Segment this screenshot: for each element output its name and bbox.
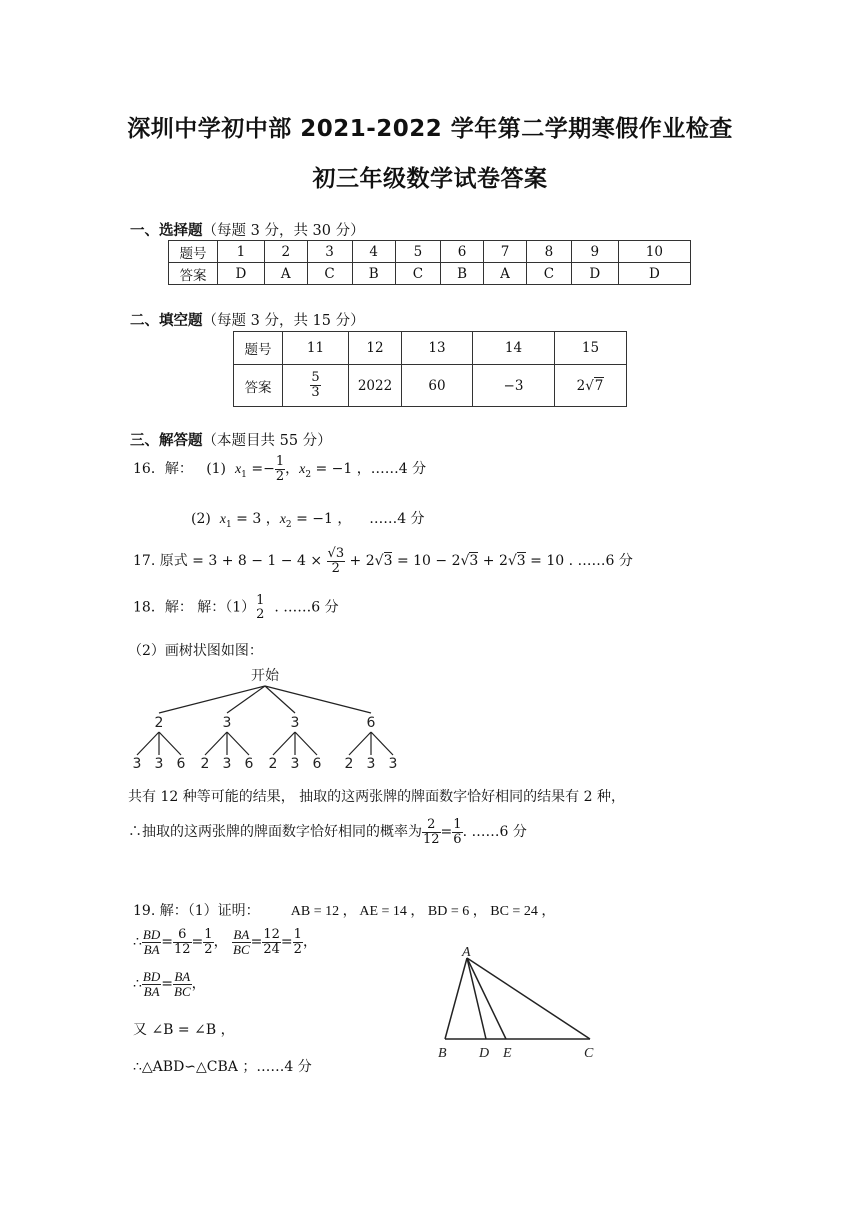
table-cell: C bbox=[526, 263, 571, 285]
denominator: BA bbox=[143, 983, 160, 999]
table-cell: 6 bbox=[440, 241, 483, 263]
table-cell: 10 bbox=[618, 241, 690, 263]
numerator: 2 bbox=[422, 818, 441, 833]
triangle-diagram bbox=[430, 940, 605, 1065]
tree-root-label: 开始 bbox=[251, 668, 279, 684]
radicand: 7 bbox=[594, 377, 604, 394]
table-row bbox=[169, 241, 691, 263]
table-cell bbox=[283, 365, 349, 407]
table-cell: D bbox=[218, 263, 265, 285]
tree-branch bbox=[227, 686, 265, 713]
table-cell: 2022 bbox=[349, 365, 402, 407]
tree-branch bbox=[205, 732, 227, 755]
table-cell: C bbox=[307, 263, 352, 285]
fraction bbox=[142, 970, 161, 998]
table-cell: 13 bbox=[402, 332, 473, 365]
denominator: 2 bbox=[331, 560, 340, 576]
part-label: (2) bbox=[191, 511, 211, 527]
numerator: 1 bbox=[256, 593, 265, 608]
table-cell: 答案 bbox=[169, 263, 218, 285]
table-cell bbox=[555, 365, 627, 407]
tree-branch bbox=[227, 732, 249, 755]
q19-conclusion: ∴△ABD∽△CBA ；……4 分 bbox=[133, 1059, 312, 1075]
expr: = 10 . bbox=[530, 553, 574, 570]
vertex-label-b: B bbox=[438, 1046, 447, 1061]
fraction bbox=[422, 818, 441, 846]
tree-level2-node: 3 bbox=[154, 756, 164, 772]
q16-part1: 16．解： (1) $x_1$ =− $\frac{1}{2}$ ，$x_2 = -1$ ，……4 分 bbox=[133, 454, 427, 484]
q18-result: 共有 12 种等可能的结果， 抽取的这两张牌的牌面数字恰好相同的结果有 2 种， bbox=[128, 789, 625, 805]
segment-ad bbox=[467, 958, 486, 1039]
section1-heading bbox=[130, 219, 365, 240]
table-cell: 5 bbox=[395, 241, 440, 263]
page-subtitle: 初三年级数学试卷答案 bbox=[312, 166, 548, 192]
section2-heading bbox=[130, 309, 365, 330]
radicand: 3 bbox=[469, 553, 479, 570]
denominator: 2 bbox=[275, 468, 285, 484]
vertex-label-d: D bbox=[479, 1046, 490, 1061]
fraction bbox=[173, 970, 192, 998]
score: ……4 分 bbox=[369, 511, 425, 527]
tree-level2-node: 6 bbox=[244, 756, 254, 772]
denominator: 12 bbox=[423, 831, 440, 847]
section2-note: （每题 3 分，共 15 分） bbox=[202, 313, 365, 329]
table-cell: D bbox=[618, 263, 690, 285]
table-cell: 12 bbox=[349, 332, 402, 365]
table-cell: A bbox=[264, 263, 307, 285]
radicand: 3 bbox=[335, 546, 345, 561]
numerator: 1 bbox=[204, 927, 213, 942]
numerator: 1 bbox=[453, 817, 462, 832]
table-cell: 11 bbox=[283, 332, 349, 365]
expr: = 3 + 8 − 1 − 4 × bbox=[192, 553, 323, 570]
denominator: 6 bbox=[453, 831, 462, 847]
page-title: 深圳中学初中部 2021-2022 学年第二学期寒假作业检查 bbox=[127, 116, 733, 142]
q18-conclusion: ∴抽取的这两张牌的牌面数字恰好相同的概率为 $\frac{2}{12}$ = $\frac{1}{6}$ . ……6 分 bbox=[128, 817, 527, 847]
numerator: 1 bbox=[275, 454, 285, 469]
table-row bbox=[234, 332, 627, 365]
tree-level1-node: 3 bbox=[290, 715, 300, 731]
fraction bbox=[310, 371, 320, 399]
denominator: BC bbox=[233, 941, 250, 957]
numerator: √3 bbox=[327, 546, 345, 561]
tree-branch bbox=[137, 732, 159, 755]
q16-part2: (2) $x_1 = 3$ ，$x_2 = -1$ ， ……4 分 bbox=[191, 511, 425, 530]
numerator: 1 bbox=[293, 927, 302, 942]
tree-level2-node: 2 bbox=[344, 756, 354, 772]
fraction bbox=[452, 818, 462, 846]
vertex-label-e: E bbox=[503, 1046, 512, 1061]
probability-tree-diagram bbox=[128, 664, 418, 776]
table-cell: 15 bbox=[555, 332, 627, 365]
side-ab bbox=[445, 958, 467, 1039]
section3-heading bbox=[130, 429, 332, 450]
tree-level1-node: 2 bbox=[154, 715, 164, 731]
tree-level2-node: 3 bbox=[290, 756, 300, 772]
table-cell: 答案 bbox=[234, 365, 283, 407]
q19-angle: 又 ∠B = ∠B ， bbox=[133, 1022, 235, 1038]
table-cell: B bbox=[440, 263, 483, 285]
numerator: 5 bbox=[311, 370, 320, 386]
section3-note: （本题目共 55 分） bbox=[202, 433, 332, 449]
tree-level2-node: 6 bbox=[176, 756, 186, 772]
fraction bbox=[275, 455, 285, 483]
table-cell: 3 bbox=[307, 241, 352, 263]
table-cell: 1 bbox=[218, 241, 265, 263]
table-cell: 60 bbox=[402, 365, 473, 407]
q18-lead: 18．解： 解：（1） bbox=[133, 599, 256, 616]
tree-branch bbox=[273, 732, 295, 755]
tree-level2-node: 3 bbox=[132, 756, 142, 772]
given-values: AB = 12 ， AE = 14 ， BD = 6 ， BC = 24 ， bbox=[290, 904, 556, 919]
section1-note: （每题 3 分，共 30 分） bbox=[202, 223, 365, 239]
q17-lead: 17. 原式 bbox=[133, 553, 188, 570]
table-cell: C bbox=[395, 263, 440, 285]
value: = −1 bbox=[315, 461, 353, 478]
q19-lead-line bbox=[133, 900, 555, 920]
fraction bbox=[173, 928, 192, 956]
q19-equal-ratios: ∴ $\frac{BD}{BA}$ = $\frac{BA}{BC}$ ， bbox=[133, 969, 206, 999]
tree-branch bbox=[159, 732, 181, 755]
fill-answer-table bbox=[233, 331, 627, 407]
vertex-label-a: A bbox=[462, 945, 471, 960]
value: = −1 bbox=[296, 511, 333, 527]
q19-lead: 19. 解：（1）证明： bbox=[133, 903, 260, 919]
fraction bbox=[203, 928, 213, 956]
score: . ……6 分 bbox=[462, 824, 527, 841]
q18-part2: （2）画树状图如图： bbox=[128, 643, 263, 659]
tree-level1-node: 6 bbox=[366, 715, 376, 731]
part-label: (1) bbox=[206, 461, 227, 478]
numerator: BA bbox=[233, 927, 250, 942]
numerator: BD bbox=[142, 969, 161, 984]
tree-branch bbox=[159, 686, 265, 713]
tree-level2-node: 3 bbox=[388, 756, 398, 772]
table-cell: 题号 bbox=[169, 241, 218, 263]
denominator: 12 bbox=[174, 941, 191, 957]
numerator: BA bbox=[174, 969, 191, 984]
tree-level2-node: 2 bbox=[200, 756, 210, 772]
vertex-label-c: C bbox=[584, 1046, 594, 1061]
tree-level1-node: 3 bbox=[222, 715, 232, 731]
choice-answer-table bbox=[168, 240, 691, 285]
tree-level2-node: 6 bbox=[312, 756, 322, 772]
table-cell: 题号 bbox=[234, 332, 283, 365]
score: ……6 分 bbox=[577, 553, 633, 570]
table-cell: 2 bbox=[264, 241, 307, 263]
score: . ……6 分 bbox=[274, 599, 339, 616]
table-cell: 14 bbox=[473, 332, 555, 365]
table-cell: 4 bbox=[352, 241, 395, 263]
conclusion-text: ∴抽取的这两张牌的牌面数字恰好相同的概率为 bbox=[128, 824, 422, 841]
denominator: 3 bbox=[311, 385, 320, 400]
expr: = 10 − 2 bbox=[396, 553, 461, 570]
denominator: 2 bbox=[256, 606, 265, 622]
numerator: 6 bbox=[173, 928, 192, 943]
sqrt-expression: √7 bbox=[585, 377, 604, 394]
table-row bbox=[234, 365, 627, 407]
tree-branch bbox=[295, 732, 317, 755]
coef: 2 bbox=[576, 377, 586, 394]
table-cell: 7 bbox=[484, 241, 527, 263]
radicand: 3 bbox=[383, 553, 393, 570]
q18-part1 bbox=[133, 594, 339, 621]
side-ac bbox=[467, 958, 590, 1039]
fraction bbox=[255, 594, 265, 621]
tree-branch bbox=[265, 686, 371, 713]
q19-ratios: ∴ $\frac{BD}{BA}$ = $\frac{6}{12}$ = $\frac{1}{2}$ ， $\frac{BA}{BC}$ = $\frac{12}{24}$ = $\frac{1}{2}$ ， bbox=[133, 927, 317, 957]
table-cell: B bbox=[352, 263, 395, 285]
fraction bbox=[293, 928, 303, 956]
denominator: 24 bbox=[263, 941, 280, 957]
tree-branch bbox=[371, 732, 393, 755]
table-cell: −3 bbox=[473, 365, 555, 407]
denominator: BC bbox=[174, 983, 191, 999]
table-cell: 9 bbox=[571, 241, 618, 263]
radicand: 3 bbox=[516, 553, 526, 570]
value: = 3 bbox=[236, 511, 262, 527]
score: ……4 分 bbox=[370, 461, 427, 478]
section3-label: 三、解答题 bbox=[130, 433, 203, 449]
table-cell: D bbox=[571, 263, 618, 285]
denominator: BA bbox=[143, 941, 160, 957]
tree-level2-node: 3 bbox=[222, 756, 232, 772]
denominator: 2 bbox=[293, 941, 302, 957]
tree-level2-node: 2 bbox=[268, 756, 278, 772]
q16-lead: 16．解： bbox=[133, 461, 193, 478]
q17: 17. 原式 = 3 + 8 − 1 − 4 × $\frac{√3}{2}$ + 2√3 = 10 − 2√3 + 2√3 = 10 . ……6 分 bbox=[133, 546, 633, 576]
denominator: 2 bbox=[204, 941, 213, 957]
section2-label: 二、填空题 bbox=[130, 313, 203, 329]
fraction bbox=[262, 928, 281, 956]
tree-branch bbox=[349, 732, 371, 755]
numerator: 12 bbox=[263, 927, 280, 942]
section1-label: 一、选择题 bbox=[130, 223, 203, 239]
table-cell: 8 bbox=[526, 241, 571, 263]
fraction bbox=[232, 928, 251, 956]
fraction bbox=[142, 928, 161, 956]
fraction bbox=[327, 547, 346, 575]
table-row bbox=[169, 263, 691, 285]
numerator: BD bbox=[142, 927, 161, 942]
table-cell: A bbox=[484, 263, 527, 285]
tree-level2-node: 3 bbox=[366, 756, 376, 772]
